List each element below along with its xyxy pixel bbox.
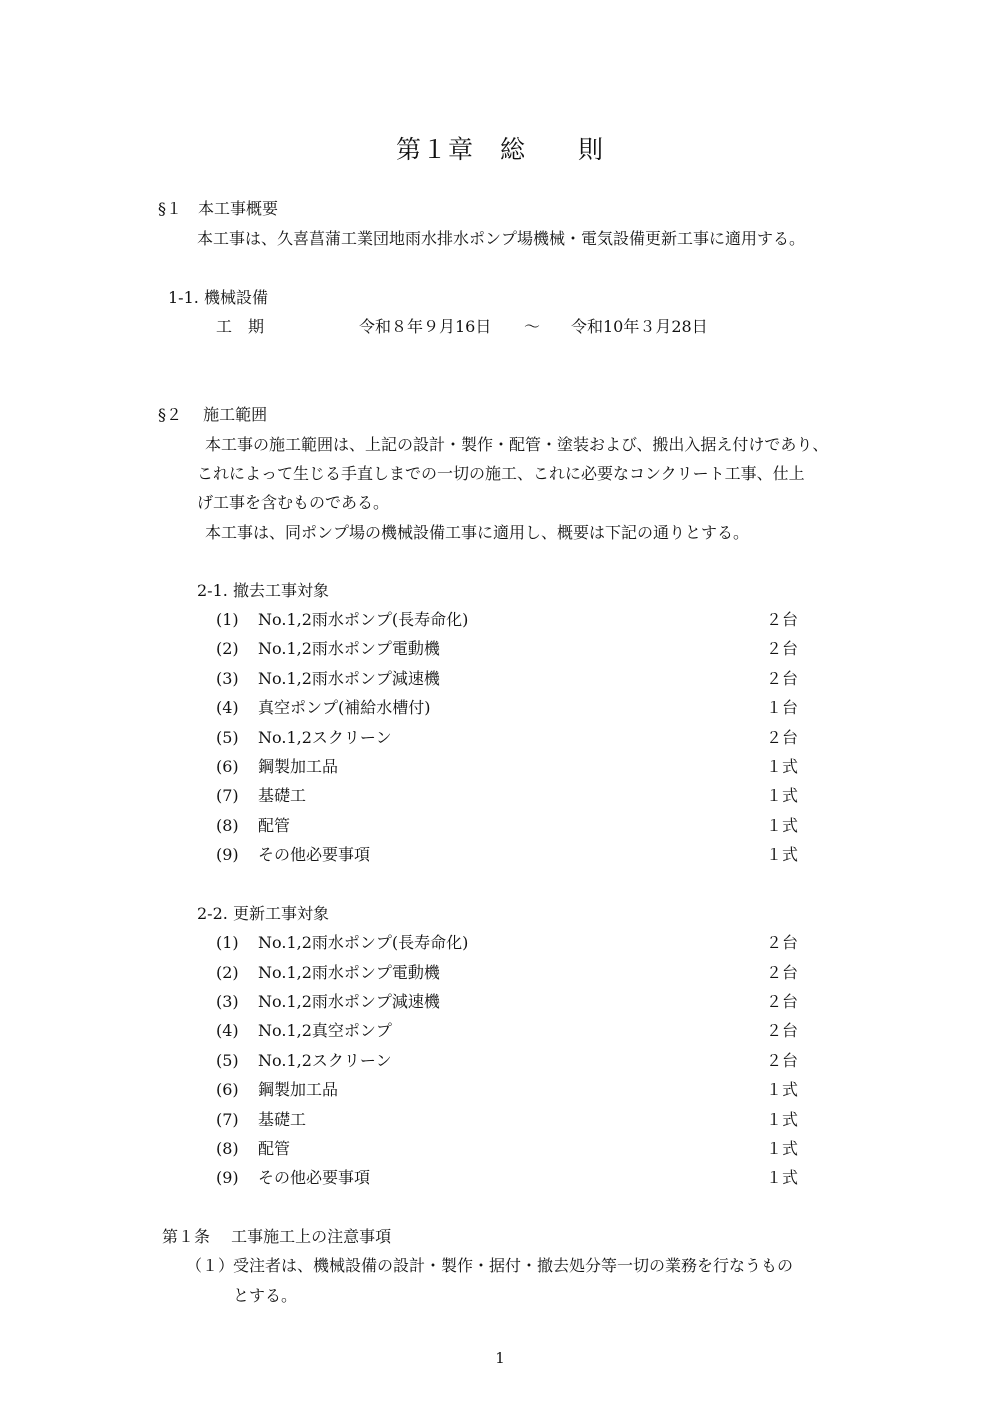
section-2-paragraph-line: 本工事の施工範囲は、上記の設計・製作・配管・塗装および、搬出入据え付けであり、 — [205, 435, 829, 454]
section-2-paragraph-line: 本工事は、同ポンプ場の機械設備工事に適用し、概要は下記の通りとする。 — [205, 523, 750, 542]
item-name: No.1,2雨水ポンプ(長寿命化) — [258, 610, 469, 629]
period-end: 令和10年３月28日 — [571, 317, 708, 336]
chapter-title: 第１章 総 則 — [395, 135, 604, 164]
item-number: (1) — [216, 933, 239, 952]
item-name: No.1,2雨水ポンプ減速機 — [258, 992, 440, 1011]
item-quantity: ２台 — [766, 639, 799, 658]
item-quantity: ２台 — [766, 1051, 799, 1070]
item-name: No.1,2雨水ポンプ電動機 — [258, 639, 440, 658]
section-2-paragraph-line: げ工事を含むものである。 — [197, 493, 390, 512]
item-name: 基礎工 — [258, 1110, 307, 1129]
item-number: (9) — [216, 845, 239, 864]
item-number: (8) — [216, 816, 239, 835]
item-number: (7) — [216, 786, 239, 805]
item-number: (4) — [216, 698, 239, 717]
item-name: その他必要事項 — [258, 1168, 371, 1187]
period-start: 令和８年９月16日 — [359, 317, 492, 336]
item-name: No.1,2真空ポンプ — [258, 1021, 392, 1040]
item-number: (5) — [216, 1051, 239, 1070]
item-number: (2) — [216, 639, 239, 658]
removal-heading: 2-1. 撤去工事対象 — [197, 581, 329, 600]
subsection-1-1-heading: 1-1. 機械設備 — [168, 288, 268, 307]
item-number: (9) — [216, 1168, 239, 1187]
item-number: (6) — [216, 757, 239, 776]
item-number: (6) — [216, 1080, 239, 1099]
item-quantity: ２台 — [766, 992, 799, 1011]
item-quantity: ２台 — [766, 669, 799, 688]
article-1-item-text-continued: とする。 — [233, 1286, 298, 1305]
item-quantity: １式 — [766, 1168, 799, 1187]
item-quantity: １式 — [766, 845, 799, 864]
item-number: (5) — [216, 728, 239, 747]
item-quantity: １式 — [766, 1080, 799, 1099]
item-quantity: １式 — [766, 1139, 799, 1158]
item-name: 真空ポンプ(補給水槽付) — [258, 698, 431, 717]
item-name: No.1,2スクリーン — [258, 1051, 392, 1070]
item-number: (2) — [216, 963, 239, 982]
item-name: 配管 — [258, 1139, 291, 1158]
item-name: No.1,2スクリーン — [258, 728, 392, 747]
item-quantity: １式 — [766, 1110, 799, 1129]
item-quantity: １式 — [766, 816, 799, 835]
item-name: No.1,2雨水ポンプ減速機 — [258, 669, 440, 688]
page-number: 1 — [495, 1349, 505, 1367]
item-name: 基礎工 — [258, 786, 307, 805]
item-quantity: ２台 — [766, 933, 799, 952]
article-1-item-text: 受注者は、機械設備の設計・製作・据付・撤去処分等一切の業務を行なうもの — [233, 1256, 794, 1275]
item-name: 鋼製加工品 — [258, 757, 339, 776]
item-quantity: ２台 — [766, 728, 799, 747]
item-quantity: ２台 — [766, 1021, 799, 1040]
item-number: (8) — [216, 1139, 239, 1158]
item-number: (3) — [216, 992, 239, 1011]
section-1-heading: §１ 本工事概要 — [158, 199, 279, 218]
item-quantity: １式 — [766, 757, 799, 776]
item-number: (7) — [216, 1110, 239, 1129]
item-name: 配管 — [258, 816, 291, 835]
item-number: (1) — [216, 610, 239, 629]
item-name: その他必要事項 — [258, 845, 371, 864]
section-2-paragraph-line: これによって生じる手直しまでの一切の施工、これに必要なコンクリート工事、仕上 — [197, 464, 805, 483]
period-label: 工 期 — [216, 317, 265, 336]
item-name: 鋼製加工品 — [258, 1080, 339, 1099]
item-quantity: ２台 — [766, 610, 799, 629]
item-number: (3) — [216, 669, 239, 688]
renewal-heading: 2-2. 更新工事対象 — [197, 904, 329, 923]
section-2-heading: §２ 施工範囲 — [158, 405, 268, 424]
item-name: No.1,2雨水ポンプ(長寿命化) — [258, 933, 469, 952]
item-number: (4) — [216, 1021, 239, 1040]
item-name: No.1,2雨水ポンプ電動機 — [258, 963, 440, 982]
section-1-text: 本工事は、久喜菖蒲工業団地雨水排水ポンプ場機械・電気設備更新工事に適用する。 — [197, 229, 806, 248]
article-1-heading: 第１条 工事施工上の注意事項 — [162, 1227, 392, 1246]
item-quantity: ２台 — [766, 963, 799, 982]
article-1-item-number: （１） — [186, 1256, 235, 1275]
item-quantity: １式 — [766, 786, 799, 805]
period-separator: ～ — [524, 317, 541, 336]
item-quantity: １台 — [766, 698, 799, 717]
